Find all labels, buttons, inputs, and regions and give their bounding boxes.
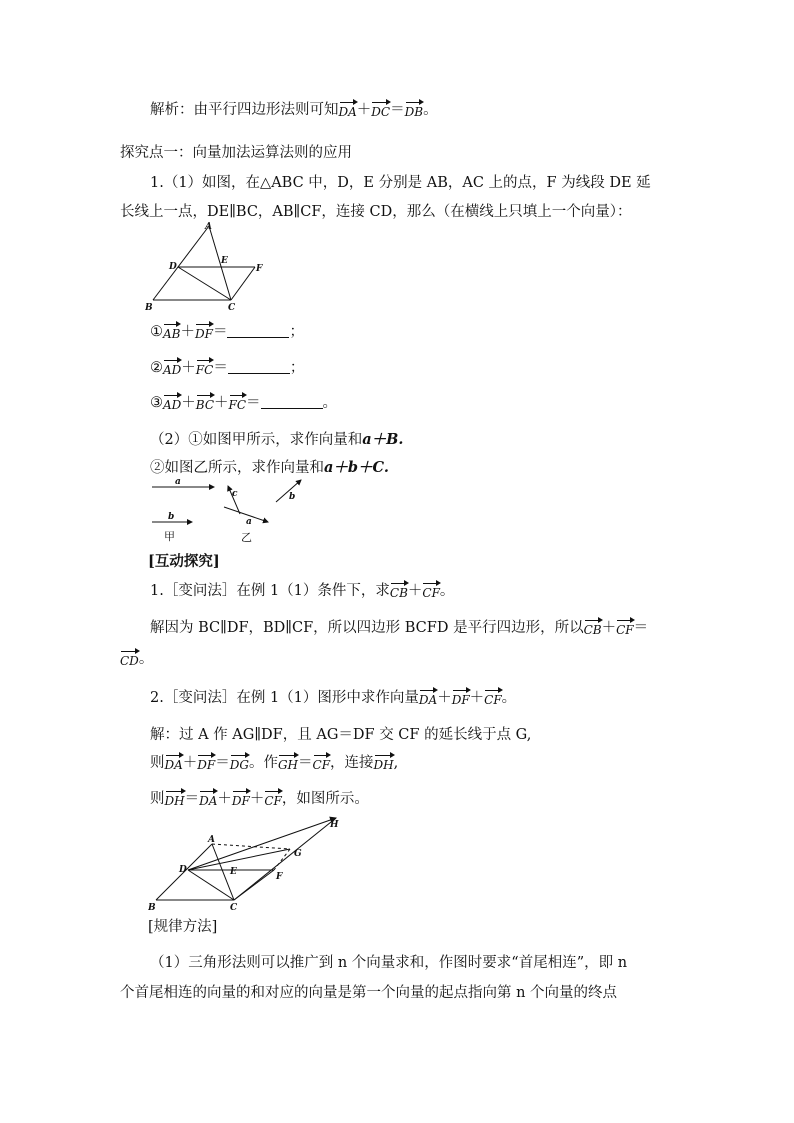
interactive-item2 <box>150 688 516 708</box>
vectors-figure <box>148 474 318 546</box>
label-d: D <box>169 262 177 272</box>
period: 。 <box>423 102 438 118</box>
vector-da: DA <box>419 688 437 706</box>
semicolon: ； <box>289 324 304 340</box>
equals-sign: ＝ <box>212 324 228 340</box>
equals-sign: ＝ <box>215 755 230 771</box>
analysis-line <box>150 100 438 120</box>
vector-cf: CF <box>264 789 282 807</box>
vector-dh: DH <box>165 789 185 807</box>
label-jia: 甲 <box>164 530 175 543</box>
vector-cf: CF <box>484 688 502 706</box>
label-e: E <box>230 867 237 877</box>
label-c: C <box>228 303 236 313</box>
vector-ad: AD <box>163 358 181 376</box>
period: 。 <box>138 651 154 667</box>
plus-sign: ＋ <box>217 791 232 807</box>
vector-cf: CF <box>422 581 440 599</box>
plus-sign: ＋ <box>214 395 229 411</box>
period: 。 <box>501 690 517 706</box>
question-2 <box>150 358 304 378</box>
example1-line1: 1.（1）如图，在△ABC 中，D，E 分别是 AB，AC 上的点，F 为线段 DE 延 <box>150 175 651 191</box>
item2-text: 2.［变问法］在例 1（1）图形中求作向量 <box>150 690 419 706</box>
interactive-solution2-line3 <box>150 789 369 809</box>
label-f: F <box>276 872 283 882</box>
analysis-label: 解析： <box>150 102 194 118</box>
vector-df: DF <box>452 688 470 706</box>
vector-da: DA <box>199 789 217 807</box>
label-vector-b: b <box>168 512 175 522</box>
plus-sign: ＋ <box>180 324 195 340</box>
answer-blank[interactable] <box>228 359 290 374</box>
plus-sign: ＋ <box>181 360 196 376</box>
analysis-text: 由平行四边形法则可知 <box>193 102 339 118</box>
method-line1: （1）三角形法则可以推广到 n 个向量求和，作图时要求“首尾相连”，即 n <box>150 955 628 971</box>
triangle-figure <box>145 218 275 318</box>
interactive-solution2-line2 <box>150 753 398 773</box>
label-c: C <box>230 903 238 913</box>
label-yi: 乙 <box>241 531 252 544</box>
method-line2: 个首尾相连的向量的和对应的向量是第一个向量的起点指向第 n 个向量的终点 <box>120 985 618 1001</box>
expression-a-plus-b: a＋B. <box>362 431 404 448</box>
vector-bc: BC <box>196 393 214 411</box>
equals-sign: ＝ <box>390 102 405 118</box>
plus-sign: ＋ <box>469 690 485 706</box>
comma: , <box>393 755 399 771</box>
vector-cf: CF <box>616 618 634 636</box>
vector-cf: CF <box>313 753 331 771</box>
interactive-solution1 <box>150 618 648 638</box>
answer-blank[interactable] <box>227 323 289 338</box>
period: 。 <box>439 583 455 599</box>
plus-sign: ＋ <box>249 791 265 807</box>
plus-sign: ＋ <box>407 583 423 599</box>
vector-cb: CB <box>390 581 408 599</box>
make-text: 。作 <box>248 755 278 771</box>
vector-dc: DC <box>371 100 390 118</box>
vector-df: DF <box>232 789 250 807</box>
then-text: 则 <box>150 791 165 807</box>
as-shown-text: ，如图所示。 <box>281 791 369 807</box>
circle-number-2: ② <box>150 360 163 376</box>
vector-df: DF <box>195 322 213 340</box>
vector-df: DF <box>197 753 215 771</box>
method-header: [规律方法] <box>148 919 218 935</box>
part2-line1 <box>150 430 403 450</box>
vector-ab: AB <box>163 322 180 340</box>
circle-number-1: ① <box>150 324 163 340</box>
label-vector-a: a <box>175 477 181 487</box>
label-a: A <box>205 222 212 232</box>
vector-cd: CD <box>120 649 139 667</box>
part2-text-2: ②如图乙所示，求作向量和 <box>150 460 324 476</box>
label-d: D <box>179 865 187 875</box>
label-vector-b2: b <box>289 492 296 502</box>
construction-figure <box>148 812 348 914</box>
equals-sign: ＝ <box>633 620 649 636</box>
item1-text: 1.［变问法］在例 1（1）条件下，求 <box>150 583 390 599</box>
plus-sign: ＋ <box>182 755 198 771</box>
equals-sign: ＝ <box>298 755 313 771</box>
then-text: 则 <box>150 755 165 771</box>
circle-number-3: ③ <box>150 395 163 411</box>
part2-text: （2）①如图甲所示，求作向量和 <box>150 432 363 448</box>
equals-sign: ＝ <box>184 791 200 807</box>
vector-ad: AD <box>163 393 181 411</box>
interactive-item1 <box>150 581 454 601</box>
period: 。 <box>322 395 338 411</box>
equals-sign: ＝ <box>213 360 228 376</box>
vector-da: DA <box>165 753 183 771</box>
label-h: H <box>330 820 339 830</box>
plus-sign: ＋ <box>437 690 452 706</box>
solution1-text: 解因为 BC∥DF，BD∥CF，所以四边形 BCFD 是平行四边形，所以 <box>150 620 584 636</box>
vector-cb: CB <box>584 618 602 636</box>
vector-da: DA <box>339 100 357 118</box>
label-vector-c: c <box>232 489 238 499</box>
label-g: G <box>294 849 302 859</box>
interactive-header: [互动探究] <box>148 553 220 570</box>
equals-sign: ＝ <box>246 395 261 411</box>
answer-blank[interactable] <box>261 394 323 409</box>
label-b: B <box>148 903 156 913</box>
plus-sign: ＋ <box>601 620 617 636</box>
interactive-solution2-line1: 解：过 A 作 AG∥DF，且 AG＝DF 交 CF 的延长线于点 G, <box>150 727 532 743</box>
label-b: B <box>145 303 153 313</box>
semicolon: ； <box>289 360 305 376</box>
vector-fc: FC <box>196 358 214 376</box>
vector-dh: DH <box>374 753 394 771</box>
vector-db: DB <box>405 100 423 118</box>
question-3 <box>150 393 337 413</box>
vector-fc: FC <box>229 393 247 411</box>
label-f: F <box>256 264 263 274</box>
question-1 <box>150 322 304 342</box>
label-a: A <box>208 835 215 845</box>
vector-gh: GH <box>278 753 298 771</box>
plus-sign: ＋ <box>356 102 372 118</box>
interactive-solution1-cont <box>120 649 153 669</box>
label-e: E <box>221 256 228 266</box>
label-vector-a2: a <box>246 517 252 527</box>
plus-sign: ＋ <box>181 395 196 411</box>
example1-line2: 长线上一点，DE∥BC，AB∥CF，连接 CD，那么（在横线上只填上一个向量）： <box>120 204 632 220</box>
section-title: 探究点一：向量加法运算法则的应用 <box>120 145 352 161</box>
connect-text: ，连接 <box>330 755 374 771</box>
vector-dg: DG <box>230 753 249 771</box>
expression-a-plus-b-plus-c: a＋b＋C. <box>324 459 389 476</box>
